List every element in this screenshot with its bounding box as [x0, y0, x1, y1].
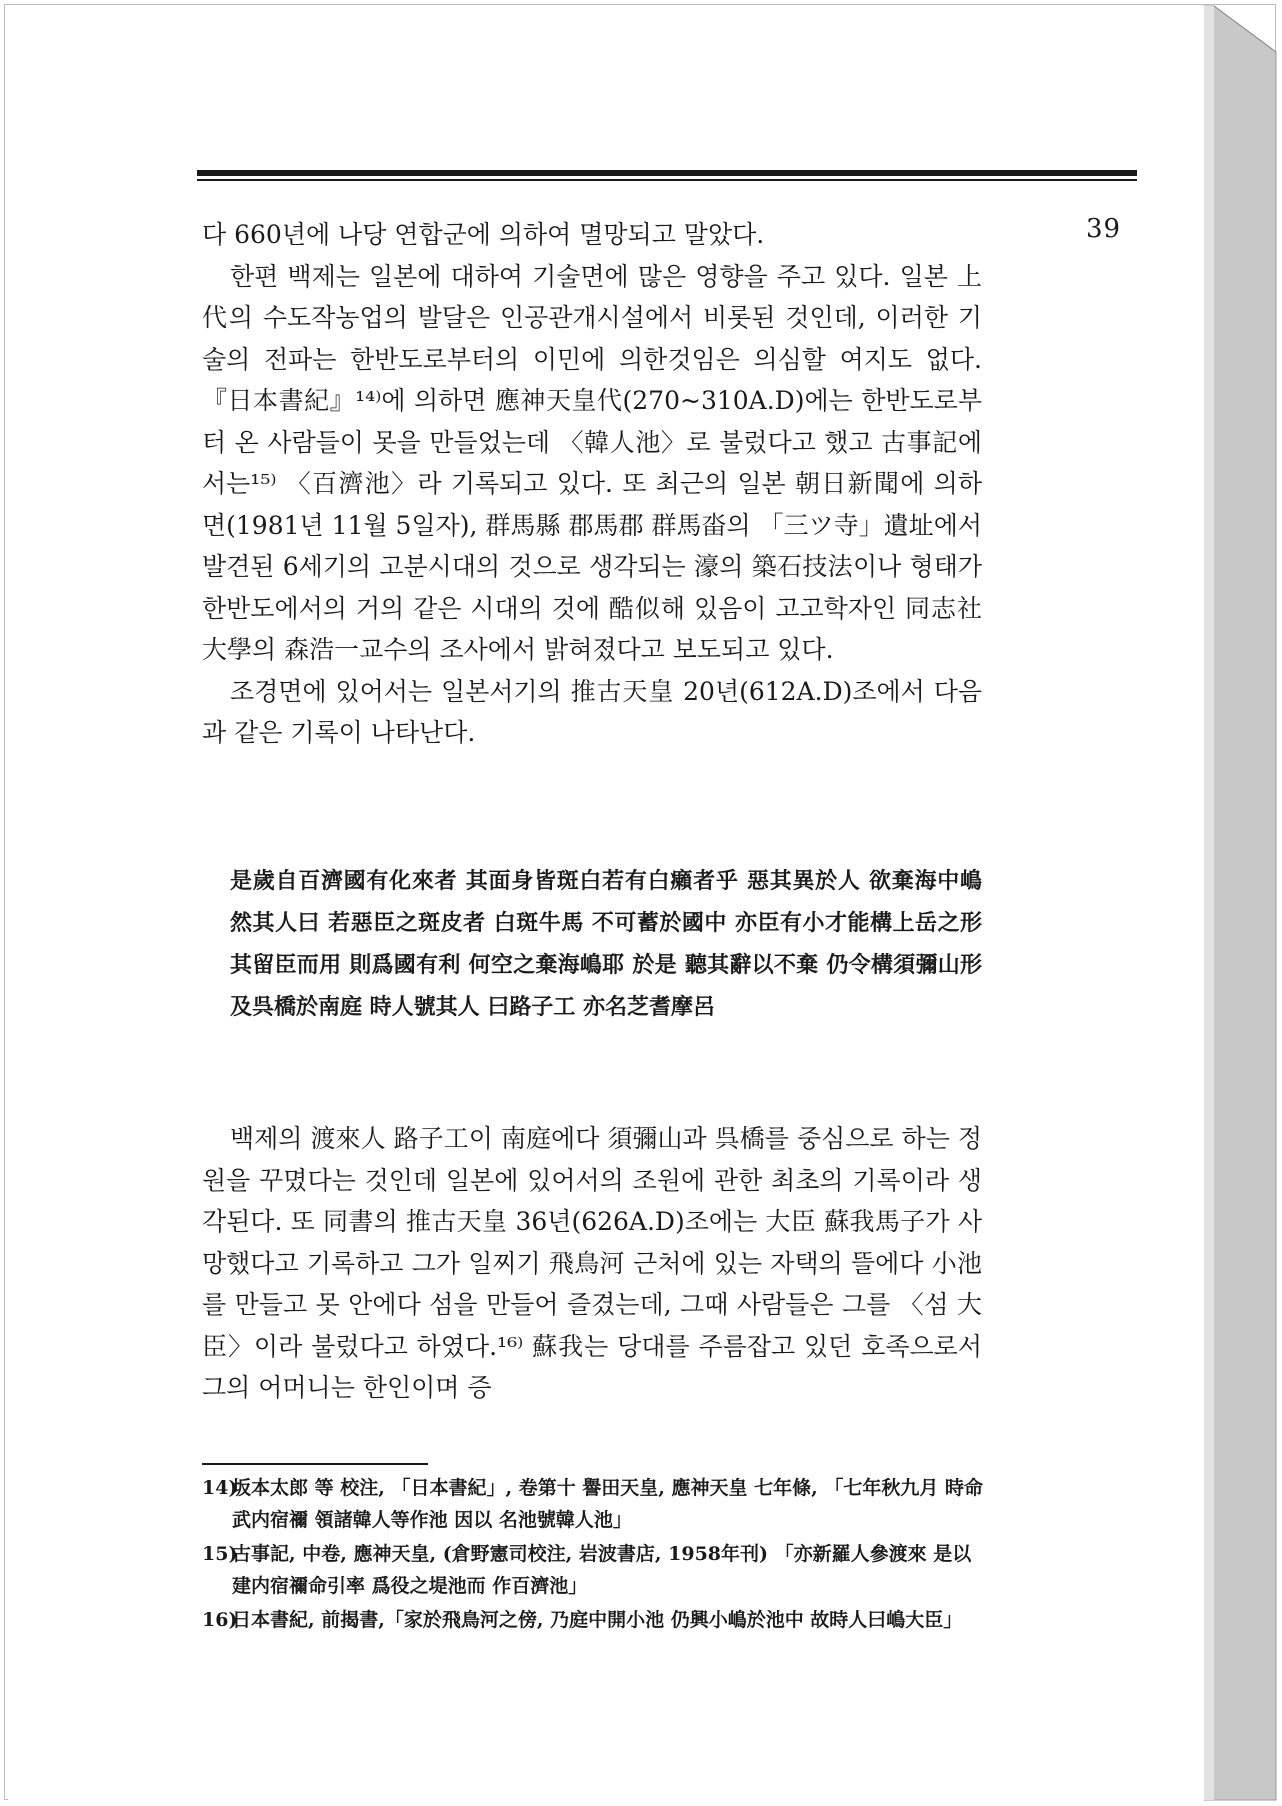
footnote-divider	[202, 1463, 428, 1465]
paragraph-2: 한편 백제는 일본에 대하여 기술면에 많은 영향을 주고 있다. 일본 上代의 수도작농업의 발달은 인공관개시설에서 비롯된 것인데, 이러한 기술의 전파는 한반도로부터의 이민에 의한것임은 의심할 여지도 없다.『日本書紀』¹⁴⁾에 의하면 應神天皇代(270~310A.D)에는 한반도로부터 온 사람들이 못을 만들었는데 〈韓人池〉로 불렀다고 했고 古事記에서는¹⁵⁾ 〈百濟池〉라 기록되고 있다. 또 최근의 일본 朝日新聞에 의하면(1981년 11월 5일자), 群馬縣 郡馬郡 群馬畓의 「三ツ寺」遺址에서 발견된 6세기의 고분시대의 것으로 생각되는 濠의 築石技法이나 형태가 한반도에서의 거의 같은 시대의 것에 酷似해 있음이 고고학자인 同志社大學의 森浩一교수의 조사에서 밝혀졌다고 보도되고 있다.	[202, 261, 982, 664]
main-text-lower	[202, 1118, 982, 1409]
footnote-text: 古事記, 中卷, 應神天皇, (倉野憲司校注, 岩波書店, 1958年刊) 「亦新羅人參渡來 是以建内宿禰命引率 爲役之堤池而 作百濟池」	[232, 1543, 972, 1597]
footnote-16	[202, 1604, 987, 1636]
quoted-passage: 是歲自百濟國有化來者 其面身皆斑白若有白癩者乎 惡其異於人 欲棄海中嶋 然其人曰 若惡臣之斑皮者 白斑牛馬 不可蓄於國中 亦臣有小才能構上岳之形 其留臣而用 則爲國有利 何空之棄海嶋耶 於是 聽其辭以不棄 仍令構須彌山形及呉橋於南庭 時人號其人 曰路子工 亦名芝耆摩呂	[230, 868, 982, 1020]
paragraph-1: 다 660년에 나당 연합군에 의하여 멸망되고 말았다.	[202, 220, 765, 249]
paragraph-4: 백제의 渡來人 路子工이 南庭에다 須彌山과 呉橋를 중심으로 하는 정원을 꾸몄다는 것인데 일본에 있어서의 조원에 관한 최초의 기록이라 생각된다. 또 同書의 推古天皇 36년(626A.D)조에는 大臣 蘇我馬子가 사망했다고 기록하고 그가 일찌기 飛鳥河 근처에 있는 자택의 뜰에다 小池를 만들고 못 안에다 섬을 만들어 즐겼는데, 그때 사람들은 그를 〈섬 大臣〉이라 불렀다고 하였다.¹⁶⁾ 蘇我는 당대를 주름잡고 있던 호족으로서 그의 어머니는 한인이며 증	[202, 1124, 982, 1402]
paragraph-3: 조경면에 있어서는 일본서기의 推古天皇 20년(612A.D)조에서 다음과 같은 기록이 나타난다.	[202, 676, 982, 747]
footnote-14	[202, 1472, 987, 1536]
footnote-number: 15)	[202, 1543, 238, 1565]
footnote-text: 日本書紀, 前揭書,「家於飛鳥河之傍, 乃庭中開小池 仍興小嶋於池中 故時人曰嶋大臣」	[232, 1609, 963, 1631]
footnote-text: 坂本太郎 等 校注, 「日本書紀」, 卷第十 譽田天皇, 應神天皇 七年條, 「七年秋九月 時命武内宿禰 領諸韓人等作池 因以 名池號韓人池」	[232, 1477, 983, 1531]
main-text-upper	[202, 214, 982, 754]
footnote-15	[202, 1538, 987, 1602]
page-number: 39	[1086, 214, 1122, 244]
footnote-number: 14)	[202, 1477, 238, 1499]
header-rule-thin	[197, 179, 1137, 181]
header-rule-thick	[197, 170, 1137, 176]
footnote-number: 16)	[202, 1609, 238, 1631]
footnotes	[202, 1472, 987, 1638]
